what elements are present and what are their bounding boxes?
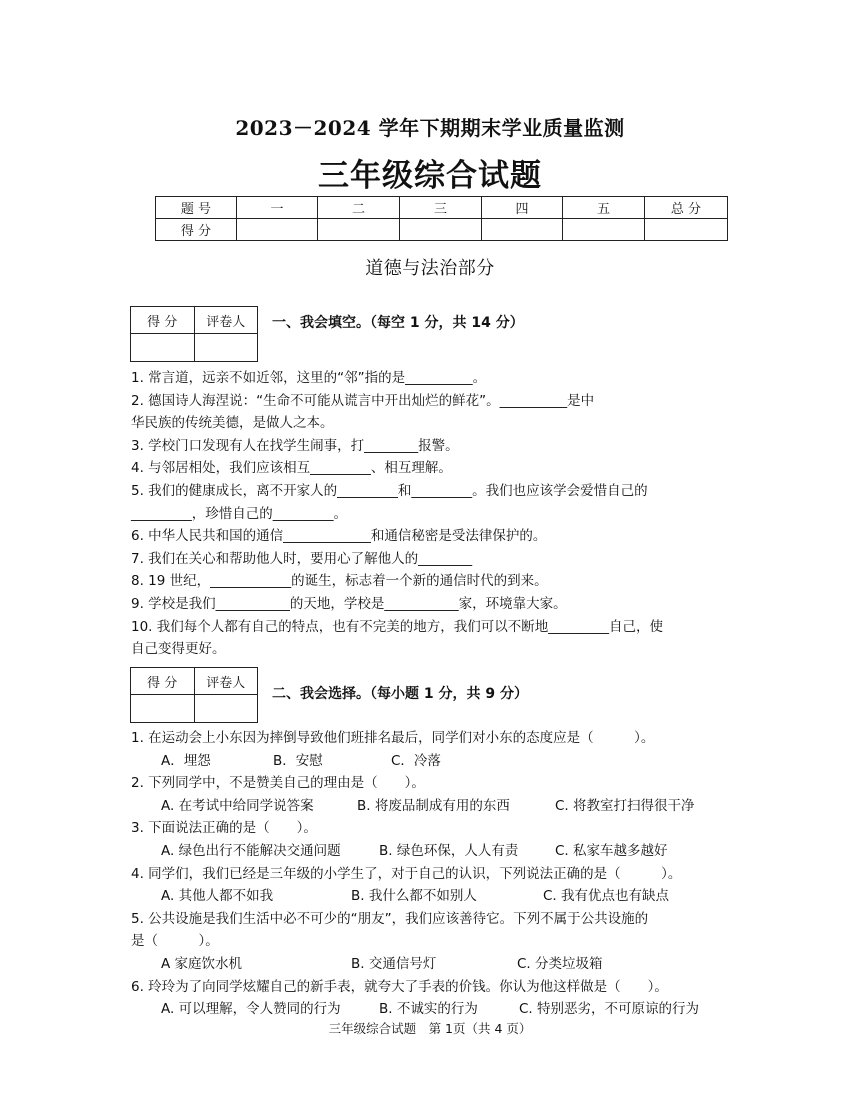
choice-options bbox=[131, 840, 741, 863]
choice-question: 2. 下列同学中，不是赞美自己的理由是（ ）。 bbox=[131, 775, 425, 792]
grader-name-label: 评卷人 bbox=[194, 307, 258, 334]
option-a[interactable]: A. 可以理解，令人赞同的行为 bbox=[161, 1001, 341, 1018]
score-table-cell: 一 bbox=[237, 197, 318, 219]
score-blank-cell[interactable] bbox=[400, 219, 482, 241]
option-a[interactable]: A．埋怨 bbox=[161, 752, 211, 769]
page-footer: 三年级综合试题 第 1页（共 4 页） bbox=[328, 1021, 532, 1036]
choice-options bbox=[131, 953, 741, 976]
score-table-cell: 得 分 bbox=[156, 219, 237, 241]
option-b[interactable]: B. 绿色环保，人人有责 bbox=[379, 842, 519, 859]
choice-options bbox=[131, 750, 741, 773]
option-a[interactable]: A. 其他人都不如我 bbox=[161, 888, 274, 905]
choice-question: 6. 玲玲为了向同学炫耀自己的新手表，就夸大了手表的价钱。你认为他这样做是（ ）。 bbox=[131, 978, 668, 995]
question-line: 1. 常言道，远亲不如近邻，这里的“邻”指的是__________。 bbox=[131, 370, 487, 386]
option-b[interactable]: B．安慰 bbox=[273, 752, 323, 769]
option-b[interactable]: B. 将废品制成有用的东西 bbox=[357, 797, 510, 814]
option-b[interactable]: B. 我什么都不如别人 bbox=[351, 888, 477, 905]
score-table-score-row bbox=[156, 219, 728, 241]
score-table-header-row bbox=[156, 197, 728, 219]
grader-score-label: 得 分 bbox=[131, 668, 195, 695]
choice-question: 3. 下面说法正确的是（ ）。 bbox=[131, 820, 317, 837]
exam-title: 2023－2024 学年下期期末学业质量监测 bbox=[235, 116, 625, 140]
grader-box-section2 bbox=[130, 667, 258, 723]
option-a[interactable]: A. 绿色出行不能解决交通问题 bbox=[161, 842, 341, 859]
score-blank-cell[interactable] bbox=[563, 219, 645, 241]
choice-options bbox=[131, 885, 741, 908]
question-line: 2. 德国诗人海涅说：“生命不可能从谎言中开出灿烂的鲜花”。__________是中 bbox=[131, 392, 595, 409]
question-line: 3. 学校门口发现有人在找学生闹事，打________报警。 bbox=[131, 437, 459, 454]
score-blank-cell[interactable] bbox=[645, 219, 728, 241]
option-b[interactable]: B. 交通信号灯 bbox=[351, 955, 437, 972]
part-title: 道德与法治部分 bbox=[365, 258, 495, 279]
choice-question: 5. 公共设施是我们生活中必不可少的“朋友”，我们应该善待它。下列不属于公共设施的 bbox=[131, 910, 649, 927]
score-table-cell: 题 号 bbox=[156, 197, 237, 219]
score-blank-cell[interactable] bbox=[482, 219, 563, 241]
score-blank-cell[interactable] bbox=[237, 219, 318, 241]
score-table bbox=[155, 196, 728, 241]
option-b[interactable]: B. 不诚实的行为 bbox=[379, 1001, 478, 1018]
score-table-cell: 三 bbox=[400, 197, 482, 219]
grader-score-blank[interactable] bbox=[131, 334, 195, 362]
question-line: 华民族的传统美德，是做人之本。 bbox=[131, 415, 334, 432]
score-table-cell: 总 分 bbox=[645, 197, 728, 219]
score-table-cell: 四 bbox=[482, 197, 563, 219]
option-a[interactable]: A 家庭饮水机 bbox=[161, 955, 243, 972]
option-c[interactable]: C. 特别恶劣，不可原谅的行为 bbox=[519, 1001, 700, 1018]
grader-name-label: 评卷人 bbox=[194, 668, 258, 695]
question-line: 自己变得更好。 bbox=[131, 641, 226, 658]
choice-question: 1. 在运动会上小东因为摔倒导致他们班排名最后，同学们对小东的态度应是（ ）。 bbox=[131, 730, 655, 746]
score-table-cell: 五 bbox=[563, 197, 645, 219]
question-line: 9. 学校是我们___________的天地，学校是___________家，环境靠大家。 bbox=[131, 595, 567, 612]
question-line: 4. 与邻居相处，我们应该相互_________、相互理解。 bbox=[131, 460, 452, 477]
section2-heading: 二、我会选择。（每小题 1 分，共 9 分） bbox=[272, 686, 528, 702]
question-line: 10. 我们每个人都有自己的特点，也有不完美的地方，我们可以不断地_________自己，使 bbox=[131, 618, 664, 635]
exam-subtitle: 三年级综合试题 bbox=[318, 158, 542, 194]
question-line: 8. 19 世纪，____________的诞生，标志着一个新的通信时代的到来。 bbox=[131, 573, 548, 590]
section1-questions bbox=[131, 367, 741, 661]
section1-heading: 一、我会填空。（每空 1 分，共 14 分） bbox=[272, 315, 524, 331]
grader-score-label: 得 分 bbox=[131, 307, 195, 334]
choice-options bbox=[131, 795, 741, 818]
score-table-cell: 二 bbox=[318, 197, 400, 219]
question-line: 5. 我们的健康成长，离不开家人的_________和_________。我们也应该学会爱惜自己的 bbox=[131, 482, 648, 499]
option-a[interactable]: A. 在考试中给同学说答案 bbox=[161, 797, 314, 814]
choice-options bbox=[131, 998, 741, 1021]
option-c[interactable]: C. 私家车越多越好 bbox=[555, 842, 668, 859]
option-c[interactable]: C．冷落 bbox=[391, 752, 441, 769]
option-c[interactable]: C. 将教室打扫得很干净 bbox=[555, 797, 695, 814]
section2-questions bbox=[131, 727, 741, 1021]
question-line: 6. 中华人民共和国的通信_____________和通信秘密是受法律保护的。 bbox=[131, 528, 547, 545]
choice-question-cont: 是（ ）。 bbox=[131, 933, 219, 950]
question-line: _________，珍惜自己的_________。 bbox=[131, 505, 347, 522]
option-c[interactable]: C. 我有优点也有缺点 bbox=[543, 888, 670, 905]
grader-box-section1 bbox=[130, 306, 258, 362]
grader-name-blank[interactable] bbox=[194, 695, 258, 723]
grader-score-blank[interactable] bbox=[131, 695, 195, 723]
score-blank-cell[interactable] bbox=[318, 219, 400, 241]
choice-question: 4. 同学们，我们已经是三年级的小学生了，对于自己的认识，下列说法正确的是（ ）。 bbox=[131, 865, 682, 882]
option-c[interactable]: C. 分类垃圾箱 bbox=[517, 955, 603, 972]
grader-name-blank[interactable] bbox=[194, 334, 258, 362]
question-line: 7. 我们在关心和帮助他人时，要用心了解他人的________ bbox=[131, 550, 473, 567]
